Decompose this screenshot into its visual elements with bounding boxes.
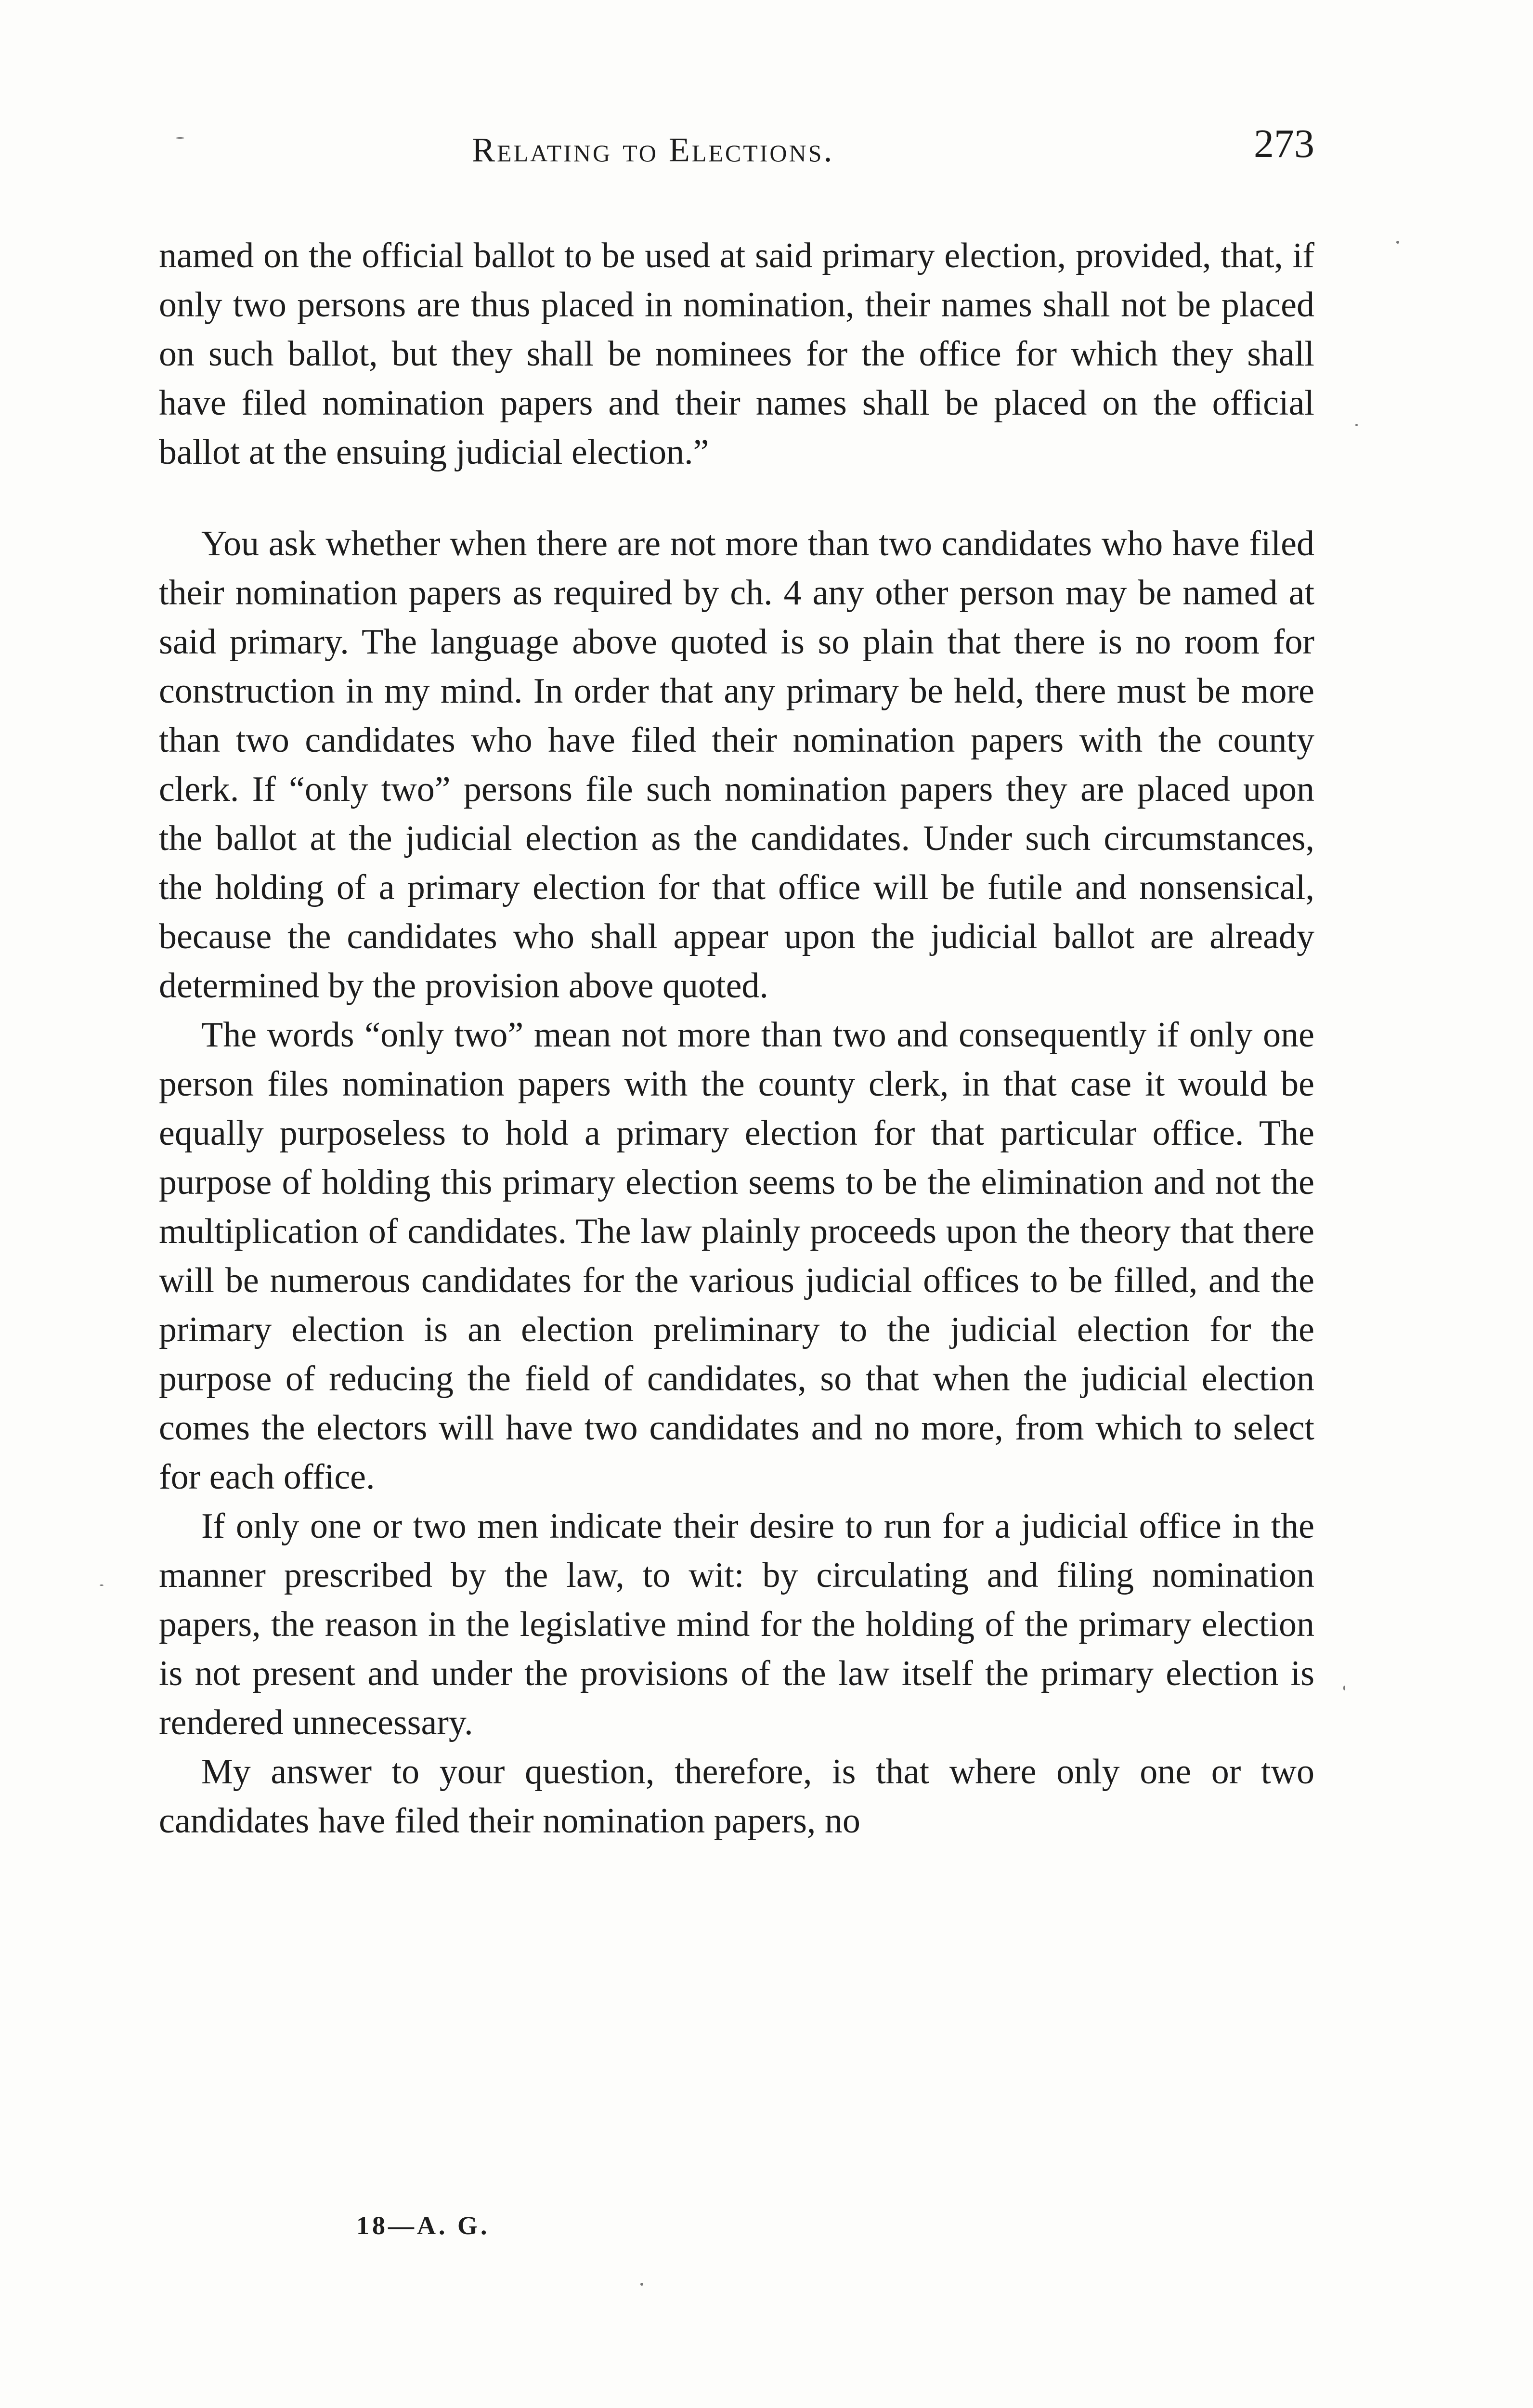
scan-speck [1396,241,1399,244]
page-number: 273 [1254,121,1314,166]
page-header [159,120,1314,178]
scan-speck [176,137,184,139]
paragraph-answer: My answer to your question, therefore, is that where only one or two candidates have filed their nomination papers, no [159,1752,1314,1841]
paragraph-question: You ask whether when there are not more than two candidates who have filed their nomination papers as required by ch. 4 any other person may be named at said primary. The language above quoted is so plain that there is no room for construction in my mind. In order that any primary be held, there must be more than two candidates who have filed their nomination papers with the county clerk. If “only two” persons file such nomination papers they are placed upon the ballot at the judicial election as the candidates. Under such circumstances, the holding of a primary election for that office will be futile and nonsensical, because the candidates who shall appear upon the judicial ballot are already determined by the provision above quoted. [159,524,1314,1006]
running-head: Relating to Elections. [472,131,834,169]
scan-speck [100,1584,104,1586]
scan-speck [640,2283,643,2286]
quoted-statute-text: named on the official ballot to be used at said primary election, provided, that, if only two persons are thus placed in nomination, their names shall not be placed on such ballot, but they shall be nominees for the office for which they shall have filed nomination papers and their names shall be placed on the official ballot at the ensuing judicial election.” [159,236,1314,472]
paragraph-only-two: The words “only two” mean not more than two and consequently if only one person files nomination papers with the county clerk, in that case it would be equally purposeless to hold a primary election for that particular office. The purpose of holding this primary election seems to be the elimination and not the multiplication of candidates. The law plainly proceeds upon the theory that there will be numerous candidates for the various judicial offices to be filled, and the primary election is an election preliminary to the judicial election for the purpose of reducing the field of candidates, so that when the judicial election comes the electors will have two candidates and no more, from which to select for each office. [159,1015,1314,1497]
scan-speck [1343,1686,1345,1690]
paragraph-one-or-two-men: If only one or two men indicate their desire to run for a judicial office in the manner prescribed by the law, to wit: by circulating and filing nomination papers, the reason in the legislative mind for the holding of the primary election is not present and under the provisions of the law itself the primary election is rendered unnecessary. [159,1506,1314,1742]
body-text [159,231,1314,1845]
scan-speck [1355,424,1358,426]
signature-mark: 18—A. G. [356,2211,490,2240]
